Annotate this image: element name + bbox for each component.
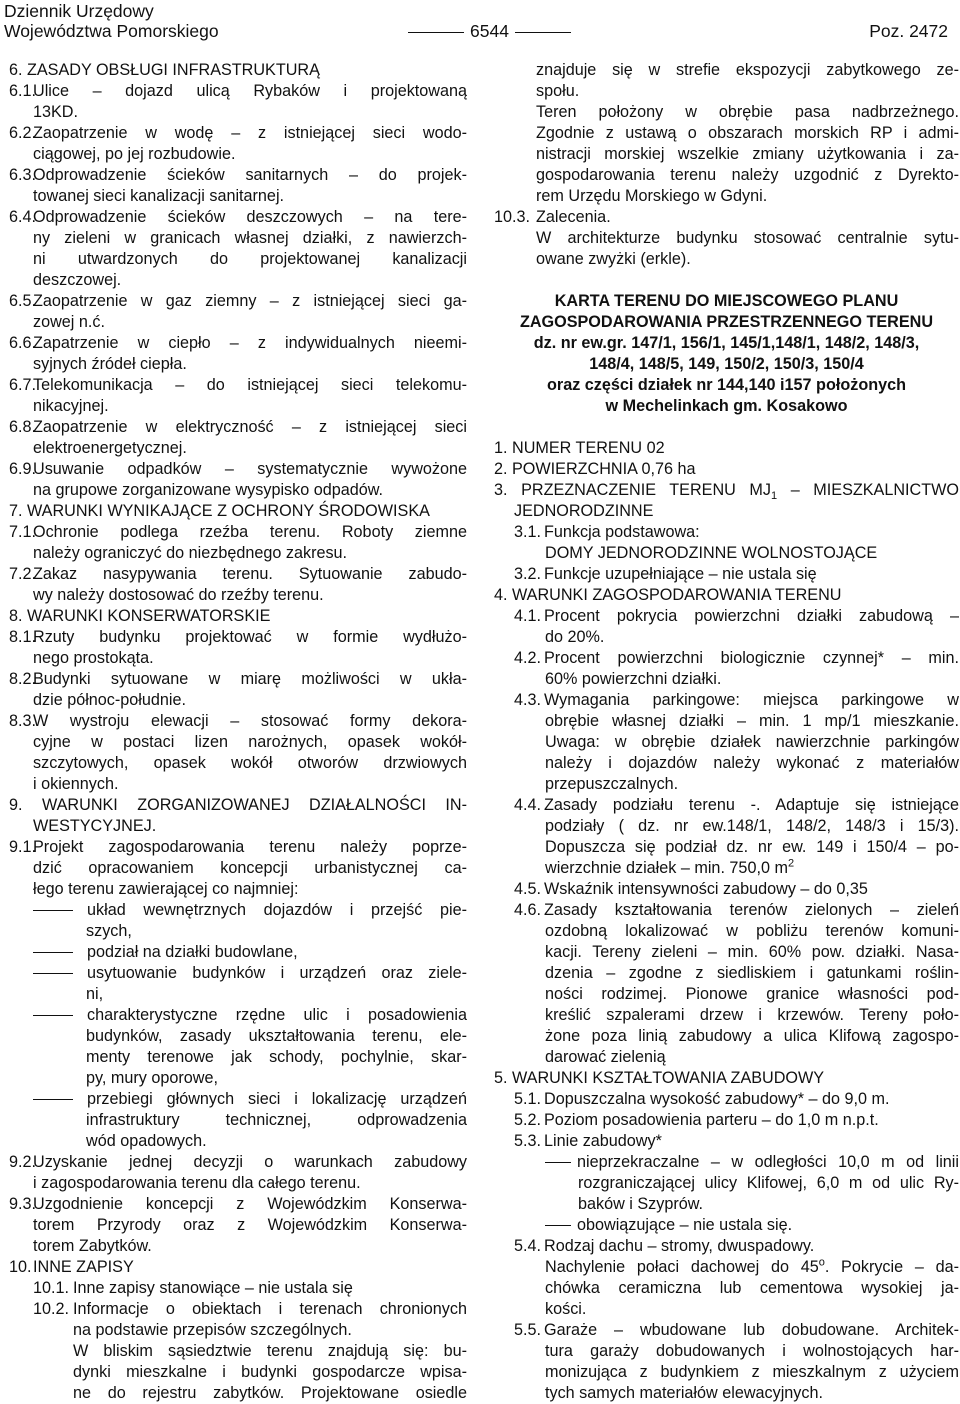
dash: [33, 973, 73, 974]
paragraph-line: [9, 564, 467, 585]
section-heading: 5. WARUNKI KSZTAŁTOWANIA ZABUDOWY: [494, 1069, 825, 1087]
text: Zaopatrzenie w gaz ziemny – z istniejącej sieci ga-: [33, 292, 467, 310]
section-title: oraz części działek nr 144,140 i157 położonych: [547, 376, 906, 394]
text: Garaże – wbudowane lub dobudowane. Architek-: [544, 1321, 959, 1339]
paragraph-line: [9, 627, 467, 648]
section-heading: 2. POWIERZCHNIA 0,76 ha: [494, 460, 696, 478]
paragraph-line: 13KD.: [33, 103, 78, 121]
paragraph-line: [494, 207, 959, 228]
subscript: 1: [771, 490, 778, 503]
paragraph-line: kacji. Tereny zieleni – min. 60% pow. działki. Nasa-: [545, 943, 959, 961]
text: przebiegi głównych sieci i lokalizację urządzeń: [87, 1090, 467, 1108]
section-heading: 6. ZASADY OBSŁUGI INFRASTRUKTURĄ: [9, 61, 320, 79]
paragraph-line: W architekturze budynku stosować centralnie sytu-: [536, 229, 959, 247]
paragraph-line: [9, 1278, 467, 1299]
section-heading: [494, 480, 959, 501]
list-item: rozgraniczającej ulicy Klifowej, 6,0 m od ulic Ry-: [578, 1174, 959, 1192]
list-item: budynków, zasady ukształtowania terenu, ele-: [86, 1027, 467, 1045]
paragraph-line: znajduje się w strefie ekspozycji zabytkowego ze-: [536, 61, 959, 79]
page-number-text: 6544: [470, 21, 509, 41]
paragraph-line: kreślić szpalerami drzew i krzewów. Tereny poło-: [545, 1006, 959, 1024]
list-item: szych,: [86, 922, 132, 940]
position-number: Poz. 2472: [869, 21, 948, 41]
item-number: 6.3.: [9, 166, 37, 184]
page-header: [0, 0, 960, 44]
text: Budynki sytuowane w miarę możliwości w ukła-: [33, 670, 467, 688]
paragraph-line: darować zielenią: [545, 1048, 666, 1066]
list-item: [9, 1005, 467, 1026]
paragraph-line: należy ograniczyć do niezbędnego zakresu.: [33, 544, 348, 562]
spacer: [494, 270, 959, 291]
item-number: 5.1.: [514, 1090, 542, 1108]
paragraph-line: [494, 522, 959, 543]
text: charakterystyczne rzędne ulic i posadowienia: [87, 1006, 467, 1024]
text: Usuwanie odpadków – systematycznie wywożone: [33, 460, 467, 478]
paragraph-line: [494, 1257, 959, 1278]
section-heading: 8. WARUNKI KONSERWATORSKIE: [9, 607, 271, 625]
text: Procent pokrycia powierzchni działki zabudową –: [544, 607, 959, 625]
text: Rzuty budynku projektować w formie wydłużo-: [33, 628, 467, 646]
text: Zaopatrzenie w wodę – z istniejącej sieci wodo-: [33, 124, 467, 142]
text: Odprowadzenie ścieków sanitarnych – do projek-: [33, 166, 467, 184]
item-number: 8.1.: [9, 628, 37, 646]
text: W wystroju elewacji – stosować formy dekora-: [33, 712, 467, 730]
item-number: 3.2.: [514, 565, 542, 583]
section-heading: 7. WARUNKI WYNIKAJĄCE Z OCHRONY ŚRODOWISKA: [9, 502, 430, 520]
text: wierzchnie działek – min. 750,0 m: [545, 859, 788, 877]
paragraph-line: tura garaży dobudowanych i wolnostojących har-: [545, 1342, 959, 1360]
text: Odprowadzenie ścieków deszczowych – na tere-: [33, 208, 467, 226]
list-item: [9, 942, 467, 963]
paragraph-line: do 20%.: [545, 628, 605, 646]
paragraph-line: owane zwyżki (erkle).: [536, 250, 691, 268]
text: Projekt zagospodarowania terenu należy poprze-: [33, 838, 467, 856]
text: – MIESZKALNICTWO: [777, 481, 959, 499]
paragraph-line: torem Przyrody oraz z Wojewódzkim Konserwa-: [33, 1216, 467, 1234]
paragraph-line: gospodarowania terenu należy uzgodnić z Dyrekto-: [536, 166, 959, 184]
paragraph-line: ciągowej, po jej rozbudowie.: [33, 145, 236, 163]
paragraph-line: [9, 165, 467, 186]
page-number: [402, 21, 577, 41]
section-heading: WESTYCYJNEJ.: [33, 817, 157, 835]
paragraph-line: społu.: [536, 82, 580, 100]
paragraph-line: kości.: [545, 1300, 587, 1318]
item-number: 8.3.: [9, 712, 37, 730]
item-number: 10.3.: [494, 208, 531, 226]
text: Zalecenia.: [536, 208, 611, 226]
item-number: 5.3.: [514, 1132, 542, 1150]
text: Dopuszczalna wysokość zabudowy* – do 9,0 m.: [544, 1090, 890, 1108]
paragraph-line: żone poza linią zabudowy a ulica Klifową zagospo-: [545, 1027, 959, 1045]
paragraph-line: [9, 333, 467, 354]
paragraph-line: nego prostokąta.: [33, 649, 154, 667]
paragraph-line: [9, 669, 467, 690]
paragraph-line: dynki mieszkalne i budynki gospodarcze wpisa-: [73, 1363, 467, 1381]
item-number: 4.3.: [514, 691, 542, 709]
text: Zakaz nasypywania terenu. Sytuowanie zabudo-: [33, 565, 467, 583]
list-item: infrastruktury technicznej, odprowadzenia: [86, 1111, 467, 1129]
item-number: 4.1.: [514, 607, 542, 625]
text: usytuowanie budynków i urządzeń oraz ziele-: [87, 964, 467, 982]
paragraph-line: Uwaga: w obrębie działek nawierzchnie parkingów: [545, 733, 959, 751]
section-title: ZAGOSPODAROWANIA PRZESTRZENNEGO TERENU: [519, 313, 934, 331]
right-column: [494, 60, 959, 1404]
item-number: 6.5.: [9, 292, 37, 310]
paragraph-line: [494, 690, 959, 711]
text: Zapatrzenie w ciepło – z indywidualnych nieemi-: [33, 334, 467, 352]
paragraph-line: [9, 522, 467, 543]
paragraph-line: ni utwardzonych do projektowanej kanalizacji: [33, 250, 467, 268]
item-number: 6.2.: [9, 124, 37, 142]
text: Poziom posadowienia parteru – do 1,0 m n.p.t.: [544, 1111, 879, 1129]
paragraph-line: wy należy dostosować do rzeźby terenu.: [33, 586, 324, 604]
text: Funkcja podstawowa:: [544, 523, 700, 541]
list-item: ni,: [86, 985, 104, 1003]
dash: [545, 1225, 571, 1226]
item-number: 4.2.: [514, 649, 542, 667]
paragraph-line: [494, 1131, 959, 1152]
section-title: w Mechelinkach gm. Kosakowo: [605, 397, 848, 415]
text: Procent powierzchni biologicznie czynnej* – min.: [544, 649, 959, 667]
text: Uzgodnienie koncepcji z Wojewódzkim Konserwa-: [33, 1195, 467, 1213]
paragraph-line: rem Urzędu Morskiego w Gdyni.: [536, 187, 768, 205]
text: układ wewnętrznych dojazdów i przejść pie-: [87, 901, 467, 919]
paragraph-line: [9, 417, 467, 438]
list-item: [9, 963, 467, 984]
paragraph-line: towanej sieci kanalizacji sanitarnej.: [33, 187, 285, 205]
paragraph-line: na grupowe zorganizowane wysypisko odpadów.: [33, 481, 384, 499]
paragraph-line: [9, 459, 467, 480]
paragraph-line: Dopuszcza się podział dz. nr ew. 149 i 150/4 – po-: [545, 838, 959, 856]
paragraph-line: [494, 900, 959, 921]
item-number: 5.2.: [514, 1111, 542, 1129]
dash: [545, 1162, 571, 1163]
paragraph-line: DOMY JEDNORODZINNE WOLNOSTOJĄCE: [545, 544, 878, 562]
item-number: 4.5.: [514, 880, 542, 898]
text: nieprzekraczalne – w odległości 10,0 m od linii: [577, 1153, 959, 1171]
text: 3. PRZEZNACZENIE TERENU MJ: [494, 481, 771, 499]
paragraph-line: [9, 837, 467, 858]
section-heading: [9, 1257, 467, 1278]
list-item: menty terenowe jak schody, pochylnie, skar-: [86, 1048, 467, 1066]
paragraph-line: [494, 1110, 959, 1131]
paragraph-line: deszczowej.: [33, 271, 122, 289]
text: Wskaźnik intensywności zabudowy – do 0,35: [544, 880, 868, 898]
paragraph-line: [494, 606, 959, 627]
item-number: 7.2.: [9, 565, 37, 583]
dash: [408, 32, 464, 33]
paragraph-line: należy i dojazdów należy wykonać z materiałów: [545, 754, 959, 772]
list-item: wód opadowych.: [86, 1132, 207, 1150]
paragraph-line: [494, 1320, 959, 1341]
paragraph-line: [494, 1089, 959, 1110]
journal-title: [4, 1, 219, 41]
text: podział na działki budowlane,: [87, 943, 298, 961]
paragraph-line: chówka ceramiczna lub cementowa wysokiej ja-: [545, 1279, 959, 1297]
paragraph-line: dzie północ-południe.: [33, 691, 186, 709]
paragraph-line: [9, 1194, 467, 1215]
paragraph-line: tych samych materiałów elewacyjnych.: [545, 1384, 823, 1402]
dash: [33, 952, 73, 953]
paragraph-line: i okiennych.: [33, 775, 119, 793]
paragraph-line: ne do rejestru zabytków. Projektowane osiedle: [73, 1384, 467, 1402]
paragraph-line: [9, 1152, 467, 1173]
paragraph-line: dzić opracowaniem koncepcji urbanistycznej ca-: [33, 859, 467, 877]
paragraph-line: [494, 858, 959, 879]
paragraph-line: [9, 291, 467, 312]
item-number: 3.1.: [514, 523, 542, 541]
paragraph-line: [494, 795, 959, 816]
paragraph-line: szczytowych, opasek wokół otworów drzwiowych: [33, 754, 467, 772]
item-number: 7.1.: [9, 523, 37, 541]
paragraph-line: [9, 123, 467, 144]
paragraph-line: dzenia – zgodne z siedliskiem i gatunkami roślin-: [545, 964, 959, 982]
paragraph-line: [9, 1299, 467, 1320]
list-item: py, mury oporowe,: [86, 1069, 218, 1087]
paragraph-line: [9, 375, 467, 396]
paragraph-line: W bliskim sąsiedztwie terenu znajdują się: bu-: [73, 1342, 467, 1360]
paragraph-line: [494, 879, 959, 900]
dash: [515, 32, 571, 33]
paragraph-line: torem Zabytków.: [33, 1237, 152, 1255]
section-heading: 1. NUMER TERENU 02: [494, 439, 665, 457]
paragraph-line: [494, 648, 959, 669]
item-number: 6.1.: [9, 82, 37, 100]
paragraph-line: przepuszczalnych.: [545, 775, 679, 793]
superscript: 2: [787, 857, 795, 870]
text: Telekomunikacja – do istniejącej sieci telekomu-: [33, 376, 467, 394]
item-number: 6.4.: [9, 208, 37, 226]
item-number: 4.6.: [514, 901, 542, 919]
journal-title-line1: Dziennik Urzędowy: [4, 1, 154, 21]
paragraph-line: [9, 711, 467, 732]
paragraph-line: obrębie własnej działki – min. 1 mp/1 mieszkanie.: [545, 712, 959, 730]
dash: [33, 1015, 73, 1016]
paragraph-line: 60% powierzchni działki.: [545, 670, 722, 688]
item-number: 8.2.: [9, 670, 37, 688]
paragraph-line: podziały ( dz. nr ew.148/1, 148/2, 148/3 i 15/3).: [545, 817, 959, 835]
left-column: [9, 60, 467, 1404]
paragraph-line: monizująca z budynkiem z mieszkalnym z użyciem: [545, 1363, 959, 1381]
text: obowiązujące – nie ustala się.: [577, 1216, 793, 1234]
text: Zasady podziału terenu -. Adaptuje się istniejące: [544, 796, 959, 814]
item-number: 5.4.: [514, 1237, 542, 1255]
text: Ochronie podlega rzeźba terenu. Roboty ziemne: [33, 523, 467, 541]
paragraph-line: łego terenu zawierającej co najmniej:: [33, 880, 299, 898]
section-heading: JEDNORODZINNE: [514, 502, 654, 520]
item-number: 6.9.: [9, 460, 37, 478]
text: Informacje o obiektach i terenach chronionych: [73, 1300, 467, 1318]
item-number: 10.: [9, 1258, 32, 1276]
text: Wymagania parkingowe: miejsca parkingowe w: [544, 691, 959, 709]
text: INNE ZAPISY: [33, 1258, 134, 1276]
paragraph-line: syjnych źródeł ciepła.: [33, 355, 187, 373]
list-item: [494, 1152, 959, 1173]
list-item: [9, 1089, 467, 1110]
list-item: [494, 1215, 959, 1236]
paragraph-line: Zgodnie z ustawą o obszarach morskich RP i admi-: [536, 124, 959, 142]
superscript: o: [818, 1256, 825, 1269]
paragraph-line: elektroenergetycznej.: [33, 439, 187, 457]
item-number: 6.6.: [9, 334, 37, 352]
item-number: 9.1.: [9, 838, 37, 856]
paragraph-line: na podstawie przepisów szczególnych.: [73, 1321, 352, 1339]
paragraph-line: nikacyjnej.: [33, 397, 109, 415]
text: Ulice – dojazd ulicą Rybaków i projektowaną: [33, 82, 467, 100]
item-number: 5.5.: [514, 1321, 542, 1339]
item-number: 6.8.: [9, 418, 37, 436]
journal-title-line2: Województwa Pomorskiego: [4, 21, 219, 41]
list-item: [9, 900, 467, 921]
text: Zasady kształtowania terenów zielonych – zieleń: [544, 901, 959, 919]
item-number: 10.2.: [33, 1300, 70, 1318]
paragraph-line: zowej n.ć.: [33, 313, 105, 331]
list-item: baków i Szyprów.: [578, 1195, 704, 1213]
item-number: 9.2.: [9, 1153, 37, 1171]
paragraph-line: ny zieleni w granicach własnej działki, z nawierzch-: [33, 229, 467, 247]
paragraph-line: [494, 564, 959, 585]
paragraph-line: [9, 207, 467, 228]
text: . Pokrycie – da-: [824, 1258, 959, 1276]
paragraph-line: ozdobną lokalizować w pobliżu terenów komuni-: [545, 922, 959, 940]
text: Funkcje uzupełniające – nie ustala się: [544, 565, 817, 583]
spacer: [494, 417, 959, 438]
section-title: 148/4, 148/5, 149, 150/2, 150/3, 150/4: [589, 355, 864, 373]
item-number: 6.7.: [9, 376, 37, 394]
paragraph-line: Teren położony w obrębie pasa nadbrzeżnego.: [536, 103, 959, 121]
section-title: KARTA TERENU DO MIEJSCOWEGO PLANU: [554, 292, 899, 310]
section-heading: 4. WARUNKI ZAGOSPODAROWANIA TERENU: [494, 586, 842, 604]
paragraph-line: i zagospodarowania terenu dla całego terenu.: [33, 1174, 361, 1192]
text: Uzyskanie jednej decyzji o warunkach zabudowy: [33, 1153, 467, 1171]
paragraph-line: nistracji morskiej wszelkie zmiany użytkowania i za-: [536, 145, 959, 163]
text: Zaopatrzenie w elektryczność – z istniejącej sieci: [33, 418, 467, 436]
item-number: 10.1.: [33, 1279, 70, 1297]
section-title: dz. nr ew.gr. 147/1, 156/1, 145/1,148/1, 148/2, 148/3,: [533, 334, 920, 352]
item-number: 9.3.: [9, 1195, 37, 1213]
dash: [33, 910, 73, 911]
paragraph-line: cyjne w postaci lizen narożnych, opasek wokół-: [33, 733, 467, 751]
item-number: 4.4.: [514, 796, 542, 814]
paragraph-line: ności rodzimej. Pionowe granice własności pod-: [545, 985, 959, 1003]
paragraph-line: [9, 81, 467, 102]
paragraph-line: [494, 1236, 959, 1257]
text: Rodzaj dachu – stromy, dwuspadowy.: [544, 1237, 815, 1255]
text: Linie zabudowy*: [544, 1132, 662, 1150]
text: Inne zapisy stanowiące – nie ustala się: [73, 1279, 353, 1297]
section-heading: 9. WARUNKI ZORGANIZOWANEJ DZIAŁALNOŚCI IN-: [9, 796, 467, 814]
text: Nachylenie połaci dachowej do 45: [545, 1258, 819, 1276]
dash: [33, 1099, 73, 1100]
